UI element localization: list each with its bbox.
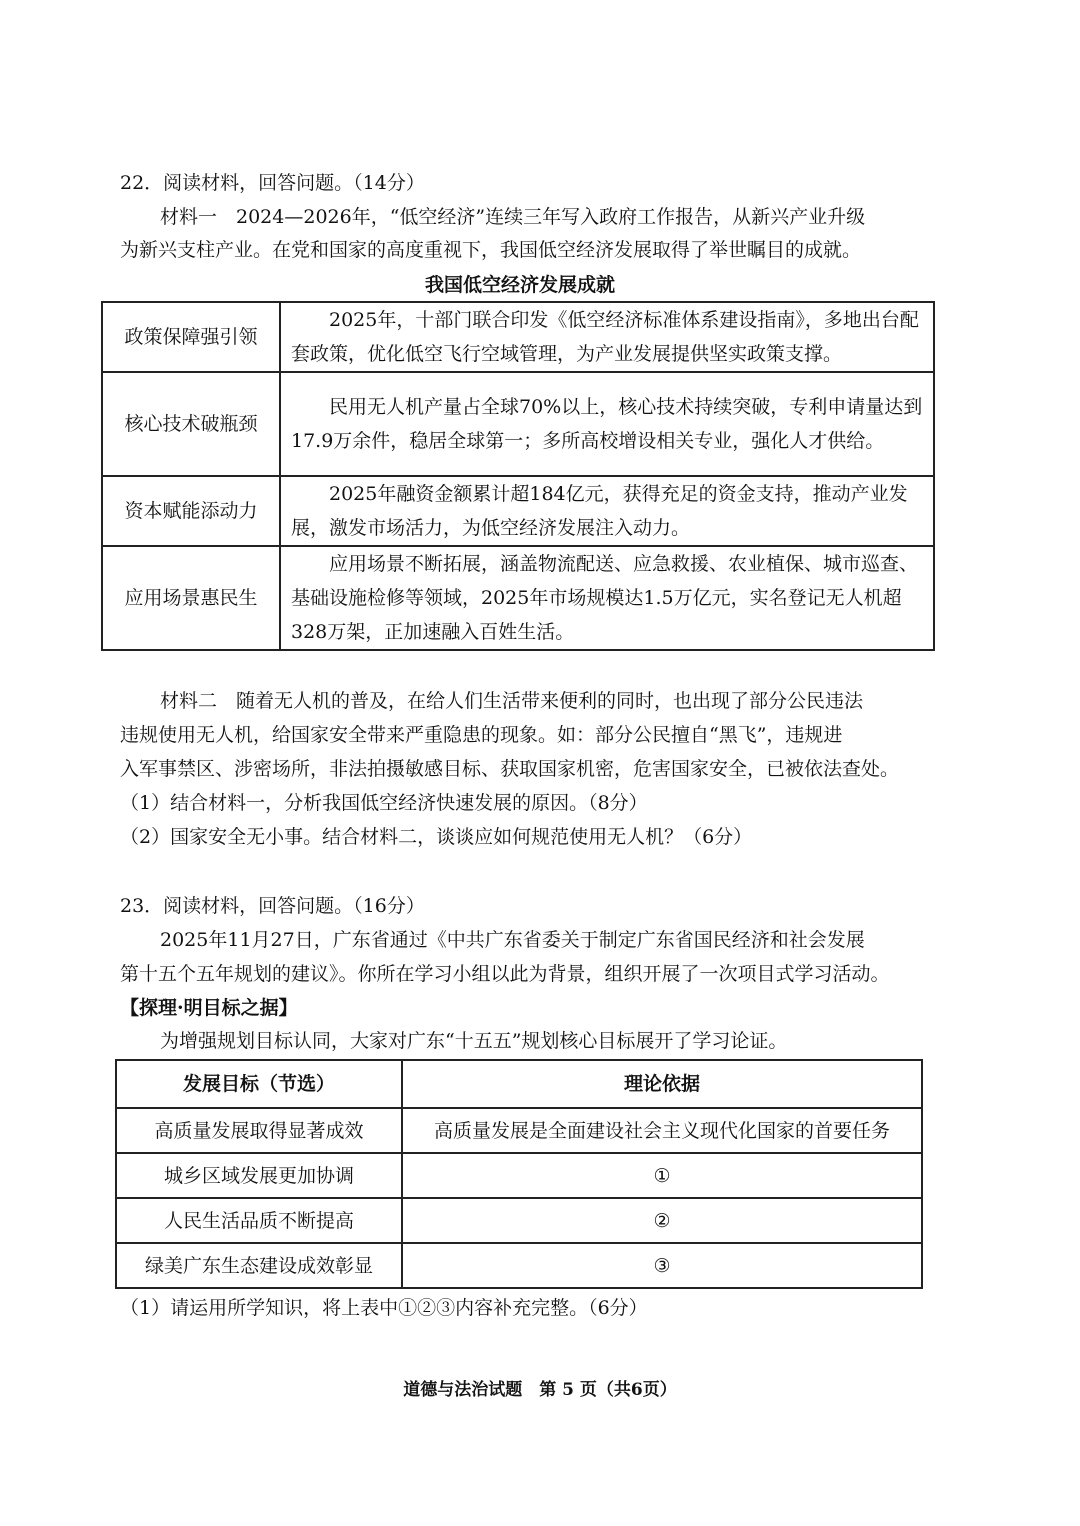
q23-heading: 23．阅读材料，回答问题。（16分） <box>120 895 425 917</box>
q22-material1-line2: 为新兴支柱产业。在党和国家的高度重视下，我国低空经济发展取得了举世瞩目的成就。 <box>120 239 862 261</box>
table-cell-basis: 高质量发展是全面建设社会主义现代化国家的首要任务 <box>402 1108 922 1153</box>
table-header-basis: 理论依据 <box>402 1060 922 1108</box>
table-row <box>116 1108 922 1153</box>
q23-question1: （1）请运用所学知识，将上表中①②③内容补充完整。（6分） <box>120 1297 648 1319</box>
table-row-value: 民用无人机产量占全球70%以上，核心技术持续突破，专利申请量达到17.9万余件，稳居全球第一；多所高校增设相关专业，强化人才供给。 <box>280 372 934 476</box>
q22-material1-line1: 材料一 2024—2026年，“低空经济”连续三年写入政府工作报告，从新兴产业升级 <box>160 206 866 228</box>
table-row-key: 核心技术破瓶颈 <box>102 372 280 476</box>
table-row <box>102 546 934 650</box>
table-cell-basis: ① <box>402 1153 922 1198</box>
q23-section-text: 为增强规划目标认同，大家对广东“十五五”规划核心目标展开了学习论证。 <box>160 1030 788 1052</box>
q22-table-title: 我国低空经济发展成就 <box>424 274 615 296</box>
q22-material2-line2: 违规使用无人机，给国家安全带来严重隐患的现象。如：部分公民擅自“黑飞”，违规进 <box>120 724 843 746</box>
table-header-goal: 发展目标（节选） <box>116 1060 402 1108</box>
table-row <box>102 302 934 372</box>
q23-intro-line1: 2025年11月27日，广东省通过《中共广东省委关于制定广东省国民经济和社会发展 <box>160 929 865 951</box>
page-footer: 道德与法治试题 第 5 页（共6页） <box>403 1380 677 1400</box>
q22-material2-line1: 材料二 随着无人机的普及，在给人们生活带来便利的同时，也出现了部分公民违法 <box>160 690 864 712</box>
table-cell-goal: 绿美广东生态建设成效彰显 <box>116 1243 402 1288</box>
table-row-value: 2025年融资金额累计超184亿元，获得充足的资金支持，推动产业发展，激发市场活力，为低空经济发展注入动力。 <box>280 476 934 546</box>
table-row <box>116 1198 922 1243</box>
table-row <box>116 1243 922 1288</box>
table-row-key: 应用场景惠民生 <box>102 546 280 650</box>
table-row-value: 应用场景不断拓展，涵盖物流配送、应急救援、农业植保、城市巡查、基础设施检修等领域，2025年市场规模达1.5万亿元，实名登记无人机超328万架，正加速融入百姓生活。 <box>280 546 934 650</box>
q22-heading: 22．阅读材料，回答问题。（14分） <box>120 172 425 194</box>
q23-intro-line2: 第十五个五年规划的建议》。你所在学习小组以此为背景，组织开展了一次项目式学习活动。 <box>120 963 890 985</box>
q22-question1: （1）结合材料一，分析我国低空经济快速发展的原因。（8分） <box>120 792 648 814</box>
table-cell-basis: ③ <box>402 1243 922 1288</box>
table-cell-goal: 城乡区域发展更加协调 <box>116 1153 402 1198</box>
table-cell-basis: ② <box>402 1198 922 1243</box>
table-row-key: 资本赋能添动力 <box>102 476 280 546</box>
table-row-value: 2025年，十部门联合印发《低空经济标准体系建设指南》，多地出台配套政策，优化低空飞行空域管理，为产业发展提供坚实政策支撑。 <box>280 302 934 372</box>
q22-question2: （2）国家安全无小事。结合材料二，谈谈应如何规范使用无人机？（6分） <box>120 826 753 848</box>
q23-section-title: 【探理·明目标之据】 <box>120 997 298 1019</box>
table-header-row <box>116 1060 922 1108</box>
table-row <box>116 1153 922 1198</box>
table-cell-goal: 人民生活品质不断提高 <box>116 1198 402 1243</box>
table-cell-goal: 高质量发展取得显著成效 <box>116 1108 402 1153</box>
table-row <box>102 372 934 476</box>
table-row <box>102 476 934 546</box>
q22-material2-line3: 入军事禁区、涉密场所，非法拍摄敏感目标、获取国家机密，危害国家安全，已被依法查处。 <box>120 758 900 780</box>
table-row-key: 政策保障强引领 <box>102 302 280 372</box>
q22-achievement-table <box>101 301 935 651</box>
q23-goal-table <box>115 1059 923 1289</box>
